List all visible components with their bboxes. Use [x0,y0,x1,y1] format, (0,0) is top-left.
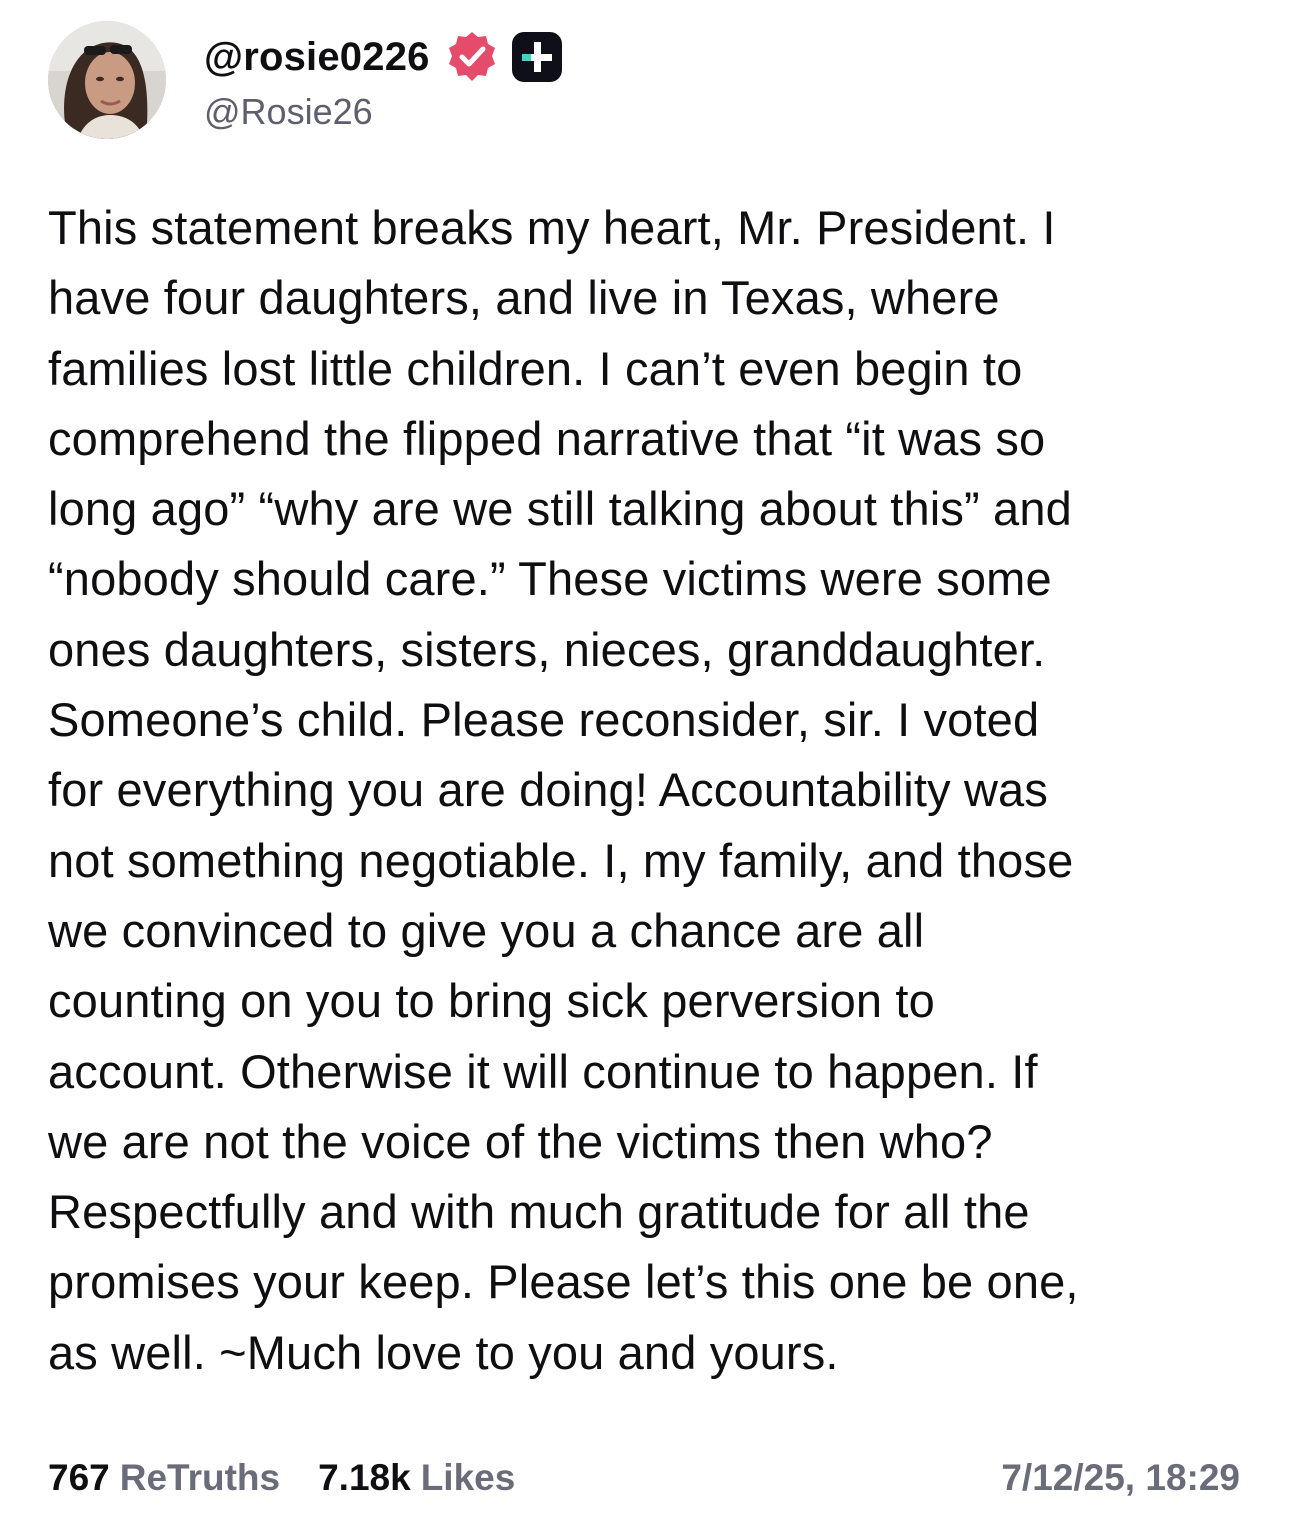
post-text-line: promises your keep. Please let’s this one be one, [48,1255,1079,1309]
post-header [48,20,564,140]
post-text-line: account. Otherwise it will continue to happen. If [48,1044,1038,1098]
retruths-count: 767 [48,1457,110,1498]
post-timestamp: 7/12/25, 18:29 [1001,1457,1240,1498]
truth-plus-icon [510,30,564,84]
post-footer [48,1448,1240,1508]
likes-count: 7.18k [318,1457,411,1498]
post-text-line: we convinced to give you a chance are all [48,903,925,957]
author-handle[interactable]: @Rosie26 [204,91,373,132]
author-display-name[interactable]: @rosie0226 [204,34,430,79]
post-text-line: not something negotiable. I, my family, and those [48,833,1074,887]
post-text-line: for everything you are doing! Accountability was [48,763,1048,817]
likes-label: Likes [420,1457,516,1498]
post-text-line: comprehend the flipped narrative that “it was so [48,411,1046,465]
verified-badge-icon [444,29,500,85]
post-stats [48,1457,515,1499]
likes-stat[interactable] [318,1457,515,1499]
post-text-line: families lost little children. I can’t even begin to [48,341,1023,395]
post-text-line: ones daughters, sisters, nieces, granddaughter. [48,622,1046,676]
post-text-line: Respectfully and with much gratitude for all the [48,1185,1030,1239]
post-text [48,193,1243,1388]
post-text-line: Someone’s child. Please reconsider, sir. I voted [48,693,1040,747]
avatar[interactable] [48,21,166,139]
post-text-line: have four daughters, and live in Texas, where [48,271,1000,325]
post-text-line: This statement breaks my heart, Mr. President. I [48,201,1056,254]
post-text-line: counting on you to bring sick perversion to [48,974,935,1028]
retruths-stat[interactable] [48,1457,280,1499]
avatar-photo [48,21,166,139]
post-text-line: we are not the voice of the victims then who? [48,1114,993,1168]
post-text-line: “nobody should care.” These victims were some [48,552,1052,606]
post-text-line: as well. ~Much love to you and yours. [48,1325,839,1379]
author-name-row [204,27,564,87]
post-text-line: long ago” “why are we still talking about this” and [48,482,1072,536]
author-identity [204,27,564,133]
retruths-label: ReTruths [119,1457,281,1498]
